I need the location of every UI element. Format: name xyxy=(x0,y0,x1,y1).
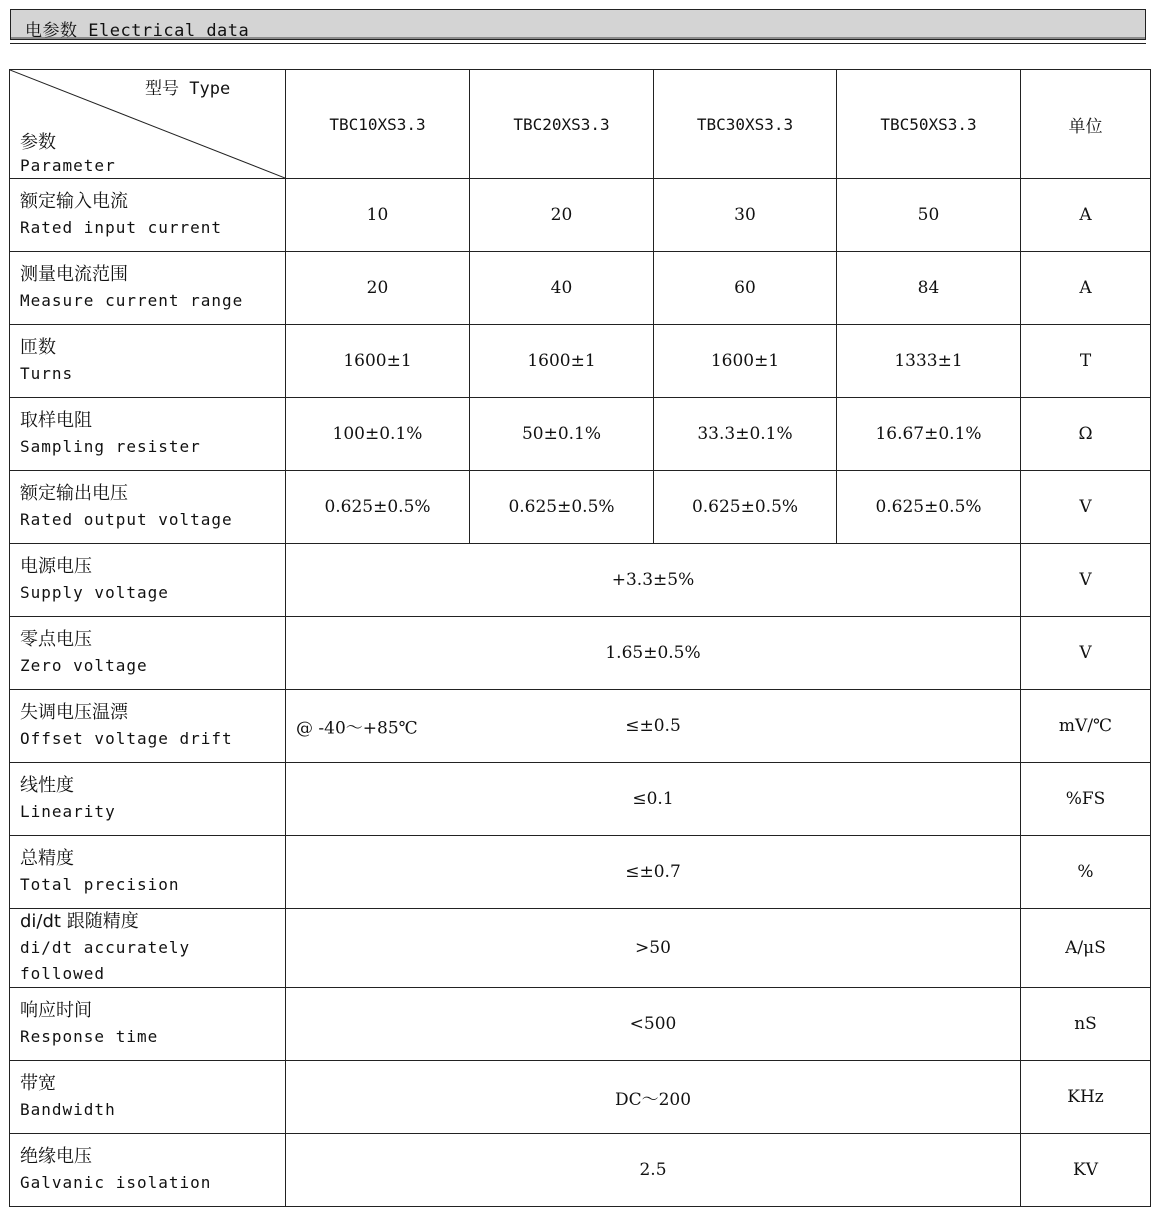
unit-cell: % xyxy=(1021,836,1151,909)
table-row xyxy=(10,836,1151,909)
unit-cell: A xyxy=(1021,179,1151,252)
parameter-cell xyxy=(10,617,286,690)
value-cell: 100±0.1% xyxy=(286,398,470,471)
type-label: 型号 Type xyxy=(145,79,231,99)
unit-cell: %FS xyxy=(1021,763,1151,836)
value-cell: 0.625±0.5% xyxy=(654,471,837,544)
table-row xyxy=(10,988,1151,1061)
value-cell: 1600±1 xyxy=(654,325,837,398)
unit-cell: V xyxy=(1021,471,1151,544)
table-row xyxy=(10,179,1151,252)
parameter-cell xyxy=(10,398,286,471)
table-row xyxy=(10,325,1151,398)
parameter-en: Total precision xyxy=(20,875,180,894)
parameter-cn: 带宽 xyxy=(20,1073,56,1094)
value-cell: 60 xyxy=(654,252,837,325)
parameter-cn: 匝数 xyxy=(20,337,56,358)
value-cell: 1600±1 xyxy=(470,325,654,398)
unit-cell: A xyxy=(1021,252,1151,325)
parameter-cell xyxy=(10,836,286,909)
value-cell: 0.625±0.5% xyxy=(837,471,1021,544)
unit-cell: KV xyxy=(1021,1134,1151,1207)
value-cell: 20 xyxy=(470,179,654,252)
parameter-cn: 额定输出电压 xyxy=(20,483,128,504)
table-row xyxy=(10,471,1151,544)
value-cell: 40 xyxy=(470,252,654,325)
unit-cell: T xyxy=(1021,325,1151,398)
model-header: TBC30XS3.3 xyxy=(654,70,837,179)
parameter-en: Zero voltage xyxy=(20,656,148,675)
value-text: ≤±0.5 xyxy=(625,716,681,736)
unit-cell: A/μS xyxy=(1021,909,1151,988)
parameter-en: Galvanic isolation xyxy=(20,1173,212,1192)
parameter-cn: 响应时间 xyxy=(20,1000,92,1021)
parameter-cell xyxy=(10,471,286,544)
parameter-en: Rated input current xyxy=(20,218,223,237)
parameter-cell xyxy=(10,1134,286,1207)
parameter-cell xyxy=(10,544,286,617)
parameter-en: Offset voltage drift xyxy=(20,729,233,748)
value-cell: 16.67±0.1% xyxy=(837,398,1021,471)
table-row xyxy=(10,909,1151,988)
model-header: TBC10XS3.3 xyxy=(286,70,470,179)
condition-text: @ -40～+85℃ xyxy=(296,718,418,739)
value-cell: 10 xyxy=(286,179,470,252)
parameter-cell xyxy=(10,325,286,398)
value-cell: 20 xyxy=(286,252,470,325)
unit-cell: Ω xyxy=(1021,398,1151,471)
parameter-cell xyxy=(10,988,286,1061)
parameter-cell xyxy=(10,179,286,252)
value-cell: 84 xyxy=(837,252,1021,325)
parameter-cn: 额定输入电流 xyxy=(20,191,128,212)
parameter-cn: 失调电压温漂 xyxy=(20,702,128,723)
corner-cell xyxy=(10,70,286,179)
merged-value-cell xyxy=(286,690,1021,763)
value-cell: 1333±1 xyxy=(837,325,1021,398)
parameter-cell xyxy=(10,763,286,836)
table-row xyxy=(10,544,1151,617)
electrical-data-table xyxy=(9,69,1151,1207)
parameter-en: Turns xyxy=(20,364,74,383)
table-row xyxy=(10,1134,1151,1207)
value-cell: 30 xyxy=(654,179,837,252)
section-header xyxy=(10,9,1146,40)
parameter-label-cn: 参数 xyxy=(20,132,56,153)
merged-value-cell: DC～200 xyxy=(286,1061,1021,1134)
parameter-cn: 总精度 xyxy=(20,848,74,869)
unit-cell: KHz xyxy=(1021,1061,1151,1134)
parameter-cn: 测量电流范围 xyxy=(20,264,128,285)
parameter-label-en: Parameter xyxy=(20,156,116,175)
parameter-en: Sampling resister xyxy=(20,437,201,456)
unit-cell: mV/℃ xyxy=(1021,690,1151,763)
table-row xyxy=(10,252,1151,325)
unit-cell: V xyxy=(1021,544,1151,617)
parameter-en: Bandwidth xyxy=(20,1100,116,1119)
parameter-cn: 零点电压 xyxy=(20,629,92,650)
table-row xyxy=(10,763,1151,836)
parameter-en: Response time xyxy=(20,1027,159,1046)
parameter-cell xyxy=(10,252,286,325)
merged-value-cell: 2.5 xyxy=(286,1134,1021,1207)
value-cell: 50 xyxy=(837,179,1021,252)
parameter-cell xyxy=(10,690,286,763)
value-cell: 0.625±0.5% xyxy=(286,471,470,544)
section-title: 电参数 Electrical data xyxy=(25,21,250,41)
merged-value-cell: >50 xyxy=(286,909,1021,988)
value-cell: 50±0.1% xyxy=(470,398,654,471)
unit-cell: nS xyxy=(1021,988,1151,1061)
parameter-en: Measure current range xyxy=(20,291,244,310)
merged-value-cell: 1.65±0.5% xyxy=(286,617,1021,690)
merged-value-cell: +3.3±5% xyxy=(286,544,1021,617)
parameter-cn: 绝缘电压 xyxy=(20,1146,92,1167)
header-row xyxy=(10,70,1151,179)
parameter-cell xyxy=(10,909,286,988)
unit-header: 单位 xyxy=(1021,70,1151,179)
value-cell: 33.3±0.1% xyxy=(654,398,837,471)
parameter-cell xyxy=(10,1061,286,1134)
section-underline xyxy=(10,43,1146,44)
parameter-en: Supply voltage xyxy=(20,583,169,602)
parameter-cn: 电源电压 xyxy=(20,556,92,577)
merged-value-cell: <500 xyxy=(286,988,1021,1061)
value-cell: 1600±1 xyxy=(286,325,470,398)
unit-cell: V xyxy=(1021,617,1151,690)
model-header: TBC50XS3.3 xyxy=(837,70,1021,179)
parameter-en: Linearity xyxy=(20,802,116,821)
table-row xyxy=(10,1061,1151,1134)
merged-value-cell: ≤±0.7 xyxy=(286,836,1021,909)
table-row xyxy=(10,617,1151,690)
table-row xyxy=(10,690,1151,763)
parameter-cn: di/dt 跟随精度 xyxy=(20,911,139,932)
parameter-en: di/dt accurately followed xyxy=(20,938,191,983)
parameter-en: Rated output voltage xyxy=(20,510,233,529)
model-header: TBC20XS3.3 xyxy=(470,70,654,179)
value-cell: 0.625±0.5% xyxy=(470,471,654,544)
table-row xyxy=(10,398,1151,471)
parameter-cn: 取样电阻 xyxy=(20,410,92,431)
parameter-cn: 线性度 xyxy=(20,775,74,796)
merged-value-cell: ≤0.1 xyxy=(286,763,1021,836)
